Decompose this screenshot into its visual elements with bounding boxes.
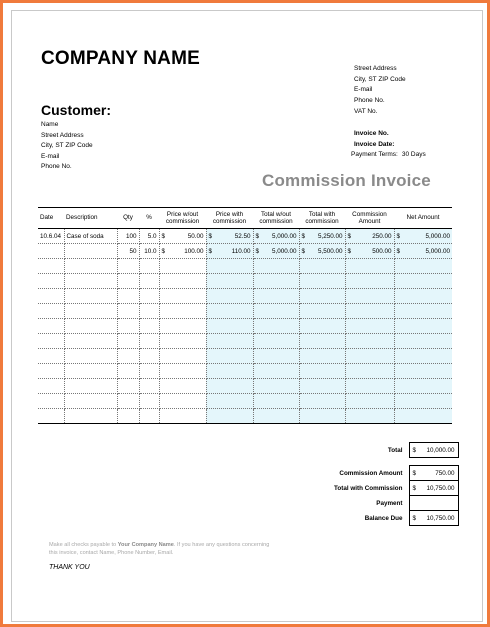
cell-description[interactable] (64, 289, 117, 304)
cell-description[interactable] (64, 274, 117, 289)
totals-row-commission (318, 466, 458, 481)
col-net-amount: Net Amount (406, 214, 440, 222)
cell-total-without[interactable] (253, 289, 299, 304)
company-email: E-mail (354, 86, 373, 93)
currency-sign: $ (301, 232, 306, 240)
company-city: City, ST ZIP Code (354, 75, 406, 83)
cell-value: 50.00 (187, 232, 204, 240)
cell-value: 5,000.00 (271, 232, 297, 240)
cell-total-without[interactable] (253, 229, 299, 244)
cell-value: Case of soda (66, 232, 104, 240)
cell-date[interactable] (38, 319, 64, 334)
cell-price-with[interactable] (206, 319, 253, 334)
commission-value: 750.00 (435, 469, 455, 477)
balance-value: 10,750.00 (426, 514, 455, 522)
cell-total-with[interactable] (299, 379, 345, 394)
cell-net-amount[interactable] (394, 289, 452, 304)
cell-percent[interactable] (139, 379, 159, 394)
cell-total-without[interactable] (253, 304, 299, 319)
cell-price-with[interactable] (206, 409, 253, 424)
cell-percent[interactable] (139, 349, 159, 364)
cell-value: 5,000.00 (425, 247, 450, 255)
cell-date[interactable] (38, 394, 64, 409)
payment-terms-value: 30 Days (401, 151, 426, 158)
cell-description[interactable] (64, 364, 117, 379)
cell-total-without[interactable] (253, 379, 299, 394)
commission-value-cell[interactable] (409, 466, 458, 481)
cell-value: 10.6.04 (40, 232, 62, 240)
cell-total-with[interactable] (299, 304, 345, 319)
cell-value: 52.50 (234, 232, 251, 240)
cell-date[interactable] (38, 379, 64, 394)
commission-label: Commission Amount (339, 469, 403, 477)
cell-total-with[interactable] (299, 274, 345, 289)
cell-date[interactable] (38, 289, 64, 304)
customer-phone: Phone No. (41, 163, 72, 170)
customer-email: E-mail (41, 152, 60, 160)
cell-price-without[interactable] (159, 229, 206, 244)
total-with-commission-value-cell[interactable] (409, 481, 458, 496)
company-vat: VAT No. (354, 108, 378, 115)
cell-commission-amount[interactable] (345, 259, 394, 274)
table-row (38, 229, 452, 244)
table-row (38, 394, 452, 409)
table-row (38, 409, 452, 424)
cell-value: 5,250.00 (317, 232, 343, 240)
payment-value-cell[interactable] (409, 496, 458, 511)
currency-sign: $ (412, 514, 417, 522)
cell-percent[interactable] (139, 259, 159, 274)
cell-value: 100 (125, 232, 137, 240)
cell-price-with[interactable] (206, 349, 253, 364)
cell-net-amount[interactable] (394, 409, 452, 424)
cell-price-with[interactable] (206, 289, 253, 304)
total-value-cell[interactable] (409, 443, 458, 458)
company-phone: Phone No. (354, 96, 385, 104)
cell-total-with[interactable] (299, 259, 345, 274)
currency-sign: $ (255, 247, 260, 255)
cell-commission-amount[interactable] (345, 334, 394, 349)
cell-price-without[interactable] (159, 409, 206, 424)
total-with-commission-value: 10,750.00 (426, 484, 455, 492)
cell-qty[interactable] (117, 349, 139, 364)
cell-price-with[interactable] (206, 304, 253, 319)
cell-date[interactable] (38, 244, 64, 259)
cell-total-with[interactable] (299, 409, 345, 424)
totals-row-payment (318, 496, 458, 511)
cell-price-with[interactable] (206, 334, 253, 349)
cell-total-without[interactable] (253, 274, 299, 289)
cell-date[interactable] (38, 259, 64, 274)
col-price-without: Price w/out commission (165, 210, 200, 225)
table-header-row (38, 208, 452, 229)
customer-city: City, ST ZIP Code (41, 142, 93, 149)
table-row (38, 259, 452, 274)
cell-price-without[interactable] (159, 349, 206, 364)
invoice-info (354, 129, 394, 150)
cell-net-amount[interactable] (394, 349, 452, 364)
totals-table (318, 442, 459, 526)
cell-value: 5.0 (147, 232, 157, 240)
cell-total-without[interactable] (253, 334, 299, 349)
cell-price-without[interactable] (159, 319, 206, 334)
cell-percent[interactable] (139, 394, 159, 409)
customer-heading: Customer: (41, 102, 112, 118)
cell-price-without[interactable] (159, 394, 206, 409)
payment-terms (351, 150, 426, 161)
cell-total-with[interactable] (299, 349, 345, 364)
col-total-without: Total w/out commission (259, 210, 293, 225)
cell-value: 500.00 (372, 247, 392, 255)
col-price-with: Price with commission (212, 210, 247, 225)
totals-row-total (318, 443, 458, 458)
customer-name: Name (41, 121, 59, 128)
cell-net-amount[interactable] (394, 379, 452, 394)
currency-sign: $ (412, 469, 417, 477)
cell-commission-amount[interactable] (345, 274, 394, 289)
currency-sign: $ (161, 232, 166, 240)
cell-value: 5,500.00 (317, 247, 343, 255)
table-row (38, 334, 452, 349)
table-row (38, 244, 452, 259)
currency-sign: $ (347, 247, 352, 255)
cell-commission-amount[interactable] (345, 379, 394, 394)
cell-date[interactable] (38, 334, 64, 349)
cell-price-with[interactable] (206, 364, 253, 379)
cell-total-with[interactable] (299, 244, 345, 259)
cell-price-without[interactable] (159, 364, 206, 379)
cell-net-amount[interactable] (394, 244, 452, 259)
cell-total-without[interactable] (253, 394, 299, 409)
cell-qty[interactable] (117, 244, 139, 259)
cell-total-with[interactable] (299, 364, 345, 379)
col-date: Date (40, 214, 54, 222)
cell-description[interactable] (64, 334, 117, 349)
cell-percent[interactable] (139, 289, 159, 304)
currency-sign: $ (412, 484, 417, 492)
cell-value: 100.00 (184, 247, 204, 255)
cell-description[interactable] (64, 394, 117, 409)
cell-price-without[interactable] (159, 274, 206, 289)
currency-sign: $ (208, 247, 213, 255)
cell-description[interactable] (64, 319, 117, 334)
col-total-with: Total with commission (305, 210, 339, 225)
cell-description[interactable] (64, 304, 117, 319)
total-value: 10,000.00 (426, 446, 455, 454)
cell-commission-amount[interactable] (345, 229, 394, 244)
currency-sign: $ (161, 247, 166, 255)
cell-percent[interactable] (139, 244, 159, 259)
cell-percent[interactable] (139, 229, 159, 244)
cell-price-without[interactable] (159, 304, 206, 319)
cell-total-without[interactable] (253, 349, 299, 364)
totals-row-balance (318, 511, 458, 526)
cell-description[interactable] (64, 244, 117, 259)
cell-qty[interactable] (117, 319, 139, 334)
cell-net-amount[interactable] (394, 394, 452, 409)
cell-date[interactable] (38, 229, 64, 244)
table-row (38, 349, 452, 364)
cell-qty[interactable] (117, 304, 139, 319)
cell-percent[interactable] (139, 334, 159, 349)
cell-value: 10.0 (144, 247, 157, 255)
currency-sign: $ (412, 446, 417, 454)
invoice-no-label: Invoice No. (354, 130, 389, 137)
cell-description[interactable] (64, 349, 117, 364)
currency-sign: $ (396, 247, 401, 255)
cell-price-with[interactable] (206, 394, 253, 409)
cell-price-with[interactable] (206, 379, 253, 394)
cell-commission-amount[interactable] (345, 244, 394, 259)
col-description: Description (66, 214, 98, 222)
cell-commission-amount[interactable] (345, 289, 394, 304)
customer-street: Street Address (41, 131, 84, 139)
cell-qty[interactable] (117, 394, 139, 409)
cell-percent[interactable] (139, 319, 159, 334)
cell-price-without[interactable] (159, 334, 206, 349)
cell-description[interactable] (64, 229, 117, 244)
cell-commission-amount[interactable] (345, 349, 394, 364)
company-address (354, 64, 406, 106)
cell-qty[interactable] (117, 334, 139, 349)
cell-percent[interactable] (139, 364, 159, 379)
col-commission-amount: Commission Amount (352, 210, 387, 225)
currency-sign: $ (347, 232, 352, 240)
cell-total-without[interactable] (253, 319, 299, 334)
currency-sign: $ (396, 232, 401, 240)
cell-price-without[interactable] (159, 244, 206, 259)
cell-total-without[interactable] (253, 409, 299, 424)
payment-note (49, 541, 279, 557)
cell-price-with[interactable] (206, 244, 253, 259)
cell-net-amount[interactable] (394, 364, 452, 379)
cell-total-without[interactable] (253, 244, 299, 259)
cell-commission-amount[interactable] (345, 394, 394, 409)
cell-value: 5,000.00 (271, 247, 297, 255)
cell-total-with[interactable] (299, 229, 345, 244)
cell-date[interactable] (38, 349, 64, 364)
cell-net-amount[interactable] (394, 334, 452, 349)
cell-value: 50 (129, 247, 137, 255)
currency-sign: $ (208, 232, 213, 240)
note-end: . If you have any questions concerning this invoice, contact Name, Phone Number, Email. (49, 542, 270, 556)
cell-total-without[interactable] (253, 364, 299, 379)
cell-qty[interactable] (117, 364, 139, 379)
total-with-commission-label: Total with Commission (334, 484, 403, 492)
table-row (38, 289, 452, 304)
cell-net-amount[interactable] (394, 259, 452, 274)
cell-commission-amount[interactable] (345, 364, 394, 379)
cell-price-without[interactable] (159, 289, 206, 304)
cell-date[interactable] (38, 274, 64, 289)
table-row (38, 364, 452, 379)
cell-description[interactable] (64, 379, 117, 394)
cell-value: 5,000.00 (425, 232, 450, 240)
table-row (38, 304, 452, 319)
cell-qty[interactable] (117, 259, 139, 274)
cell-price-with[interactable] (206, 229, 253, 244)
note-start: Make all checks payable to (49, 542, 118, 548)
note-company: Your Company Name (117, 542, 174, 548)
cell-price-with[interactable] (206, 259, 253, 274)
currency-sign: $ (255, 232, 260, 240)
cell-price-with[interactable] (206, 274, 253, 289)
table-row (38, 274, 452, 289)
cell-date[interactable] (38, 409, 64, 424)
cell-total-with[interactable] (299, 289, 345, 304)
cell-description[interactable] (64, 259, 117, 274)
cell-description[interactable] (64, 409, 117, 424)
cell-commission-amount[interactable] (345, 409, 394, 424)
cell-value: 110.00 (231, 247, 251, 255)
cell-commission-amount[interactable] (345, 319, 394, 334)
cell-date[interactable] (38, 304, 64, 319)
customer-details (41, 120, 93, 173)
cell-qty[interactable] (117, 289, 139, 304)
cell-qty[interactable] (117, 379, 139, 394)
table-row (38, 379, 452, 394)
col-qty: Qty (123, 214, 133, 222)
cell-total-with[interactable] (299, 394, 345, 409)
balance-value-cell[interactable] (409, 511, 458, 526)
cell-qty[interactable] (117, 274, 139, 289)
invoice-date-label: Invoice Date: (354, 140, 395, 148)
cell-commission-amount[interactable] (345, 304, 394, 319)
invoice-title: Commission Invoice (262, 171, 431, 190)
payment-terms-label: Payment Terms: (351, 151, 398, 158)
cell-price-without[interactable] (159, 379, 206, 394)
cell-qty[interactable] (117, 229, 139, 244)
cell-net-amount[interactable] (394, 229, 452, 244)
thank-you: THANK YOU (49, 564, 90, 571)
table-row (38, 319, 452, 334)
cell-price-without[interactable] (159, 259, 206, 274)
cell-date[interactable] (38, 364, 64, 379)
line-items-table (38, 207, 452, 424)
cell-total-with[interactable] (299, 319, 345, 334)
company-street: Street Address (354, 65, 397, 72)
cell-total-with[interactable] (299, 334, 345, 349)
payment-label: Payment (376, 499, 403, 507)
cell-net-amount[interactable] (394, 274, 452, 289)
currency-sign: $ (301, 247, 306, 255)
cell-total-without[interactable] (253, 259, 299, 274)
cell-percent[interactable] (139, 304, 159, 319)
invoice-sheet (11, 10, 483, 622)
cell-percent[interactable] (139, 409, 159, 424)
cell-qty[interactable] (117, 409, 139, 424)
col-percent: % (146, 214, 152, 222)
cell-value: 250.00 (372, 232, 392, 240)
cell-net-amount[interactable] (394, 304, 452, 319)
cell-percent[interactable] (139, 274, 159, 289)
balance-label: Balance Due (364, 514, 403, 522)
company-name: COMPANY NAME (41, 48, 200, 69)
cell-net-amount[interactable] (394, 319, 452, 334)
totals-row-total-with-commission (318, 481, 458, 496)
total-label: Total (387, 446, 403, 454)
